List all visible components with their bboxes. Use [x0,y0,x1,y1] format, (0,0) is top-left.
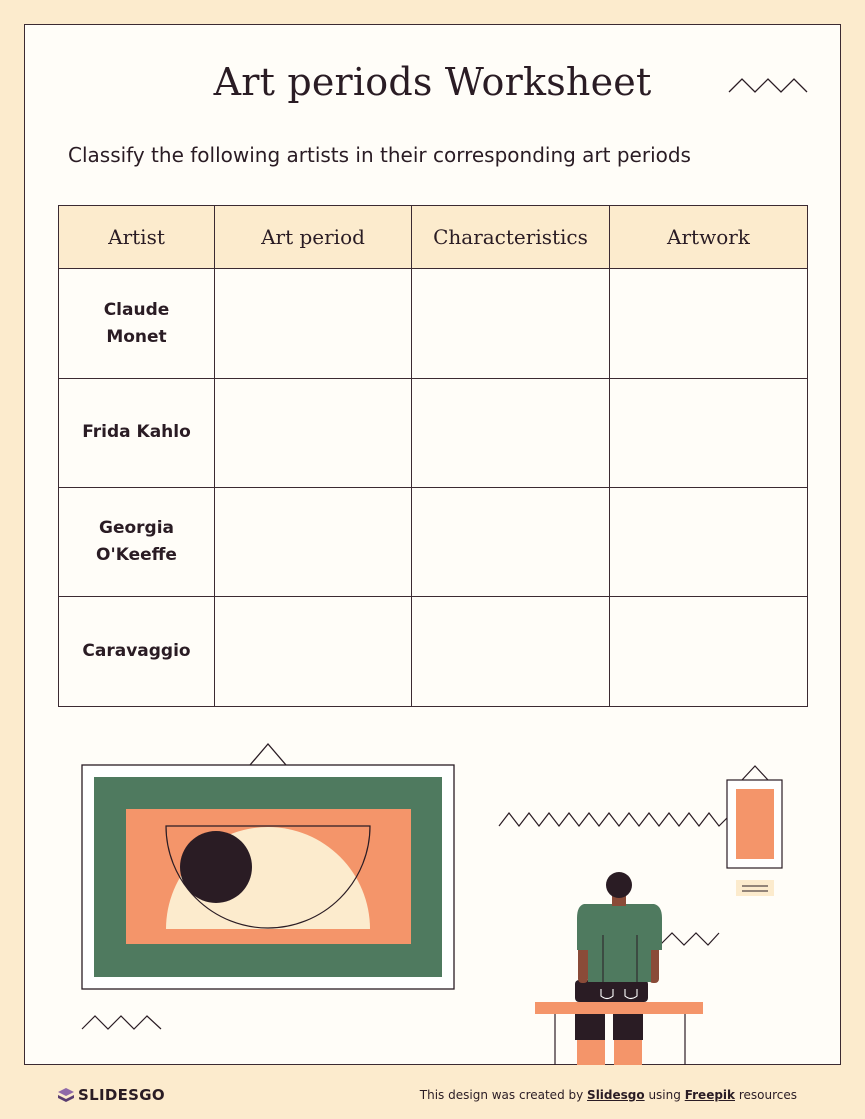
slidesgo-logo-icon [58,1088,74,1103]
instructions-text: Classify the following artists in their corresponding art periods [68,143,691,167]
credit-line [420,1088,797,1102]
small-painting [727,766,782,868]
seated-person [575,872,662,1065]
slidesgo-link[interactable]: Slidesgo [587,1088,645,1102]
large-painting [82,744,454,989]
artist-cell: Frida Kahlo [59,379,215,488]
artist-cell: Caravaggio [59,597,215,707]
zigzag-decoration [499,813,727,826]
credit-prefix: This design was created by [419,1088,584,1102]
artist-cell: Claude Monet [59,269,215,379]
freepik-link[interactable]: Freepik [684,1088,736,1102]
credit-middle: using [648,1088,681,1102]
logo-text: SLIDESGO [78,1086,165,1104]
credit-suffix: resources [738,1088,797,1102]
slidesgo-logo[interactable] [58,1086,165,1104]
title-zigzag-decoration [729,79,807,92]
header-artist: Artist [59,206,215,269]
header-characteristics: Characteristics [412,206,610,269]
artist-cell: Georgia O'Keeffe [59,487,215,597]
header-art-period: Art period [215,206,412,269]
zigzag-decoration [660,933,719,945]
header-artwork: Artwork [610,206,808,269]
wall-label-plaque [736,880,774,896]
zigzag-decoration [82,1016,161,1029]
page-title: Art periods Worksheet [213,60,652,104]
